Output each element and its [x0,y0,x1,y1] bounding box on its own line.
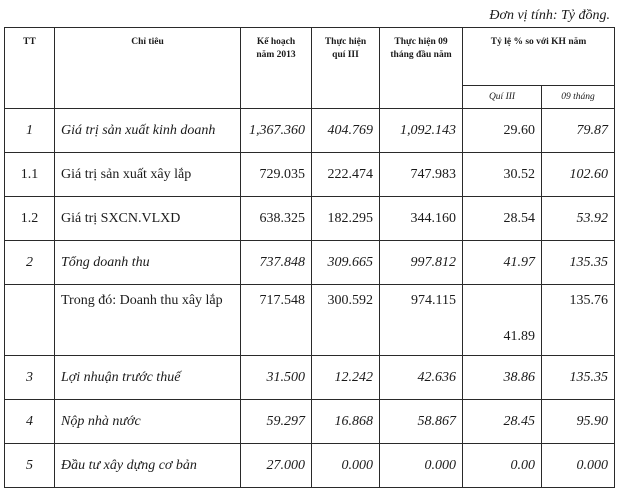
cell-ratio-9m: 0.000 [542,444,615,488]
cell-indicator: Lợi nhuận trước thuế [55,356,241,400]
cell-plan: 729.035 [241,153,312,197]
cell-tt: 1.1 [5,153,55,197]
cell-ratio-q3: 41.97 [463,241,542,285]
cell-plan: 638.325 [241,197,312,241]
table-row [5,109,615,153]
cell-indicator: Giá trị sản xuất xây lắp [55,153,241,197]
header-ratio-q3: Quí III [463,86,542,109]
cell-q3: 309.665 [312,241,380,285]
cell-tt: 5 [5,444,55,488]
cell-ratio-q3: 29.60 [463,109,542,153]
table-row [5,400,615,444]
table-row [5,285,615,356]
table-row [5,197,615,241]
unit-label: Đơn vị tính: Tỷ đồng. [489,8,610,23]
cell-ratio-q3: 28.45 [463,400,542,444]
cell-tt [5,285,55,356]
cell-nine-months: 0.000 [380,444,463,488]
header-tt: TT [5,28,55,109]
table-row [5,356,615,400]
cell-nine-months: 1,092.143 [380,109,463,153]
cell-q3: 222.474 [312,153,380,197]
cell-q3: 404.769 [312,109,380,153]
cell-tt: 1.2 [5,197,55,241]
header-nine-months: Thực hiện 09 tháng đầu năm [380,28,463,109]
results-table [4,27,615,488]
cell-indicator: Giá trị SXCN.VLXD [55,197,241,241]
cell-indicator: Nộp nhà nước [55,400,241,444]
cell-ratio-9m: 53.92 [542,197,615,241]
cell-ratio-q3: 38.86 [463,356,542,400]
cell-q3: 16.868 [312,400,380,444]
cell-nine-months: 344.160 [380,197,463,241]
cell-nine-months: 58.867 [380,400,463,444]
cell-plan: 1,367.360 [241,109,312,153]
cell-ratio-9m: 135.35 [542,241,615,285]
cell-ratio-9m: 102.60 [542,153,615,197]
table-row [5,153,615,197]
cell-indicator: Giá trị sản xuất kinh doanh [55,109,241,153]
header-plan: Kế hoạch năm 2013 [241,28,312,109]
cell-ratio-q3: 30.52 [463,153,542,197]
cell-nine-months: 997.812 [380,241,463,285]
cell-tt: 1 [5,109,55,153]
cell-plan: 31.500 [241,356,312,400]
cell-plan: 27.000 [241,444,312,488]
cell-ratio-q3: 0.00 [463,444,542,488]
table-row [5,444,615,488]
cell-nine-months: 42.636 [380,356,463,400]
cell-tt: 4 [5,400,55,444]
header-ratio: Tỷ lệ % so với KH năm [463,28,615,86]
cell-indicator: Trong đó: Doanh thu xây lắp [55,285,241,356]
cell-q3: 300.592 [312,285,380,356]
cell-ratio-9m: 135.76 [542,285,615,356]
cell-indicator: Đầu tư xây dựng cơ bản [55,444,241,488]
cell-q3: 182.295 [312,197,380,241]
table-row [5,241,615,285]
cell-ratio-9m: 135.35 [542,356,615,400]
cell-ratio-q3: 41.89 [463,285,542,356]
cell-plan: 59.297 [241,400,312,444]
cell-nine-months: 747.983 [380,153,463,197]
cell-tt: 2 [5,241,55,285]
cell-tt: 3 [5,356,55,400]
cell-q3: 12.242 [312,356,380,400]
cell-q3: 0.000 [312,444,380,488]
cell-nine-months: 974.115 [380,285,463,356]
header-indicator: Chỉ tiêu [55,28,241,109]
header-q3: Thực hiện quí III [312,28,380,109]
cell-ratio-9m: 95.90 [542,400,615,444]
cell-indicator: Tổng doanh thu [55,241,241,285]
header-ratio-9m: 09 tháng [542,86,615,109]
cell-plan: 737.848 [241,241,312,285]
cell-ratio-9m: 79.87 [542,109,615,153]
cell-ratio-q3: 28.54 [463,197,542,241]
cell-plan: 717.548 [241,285,312,356]
